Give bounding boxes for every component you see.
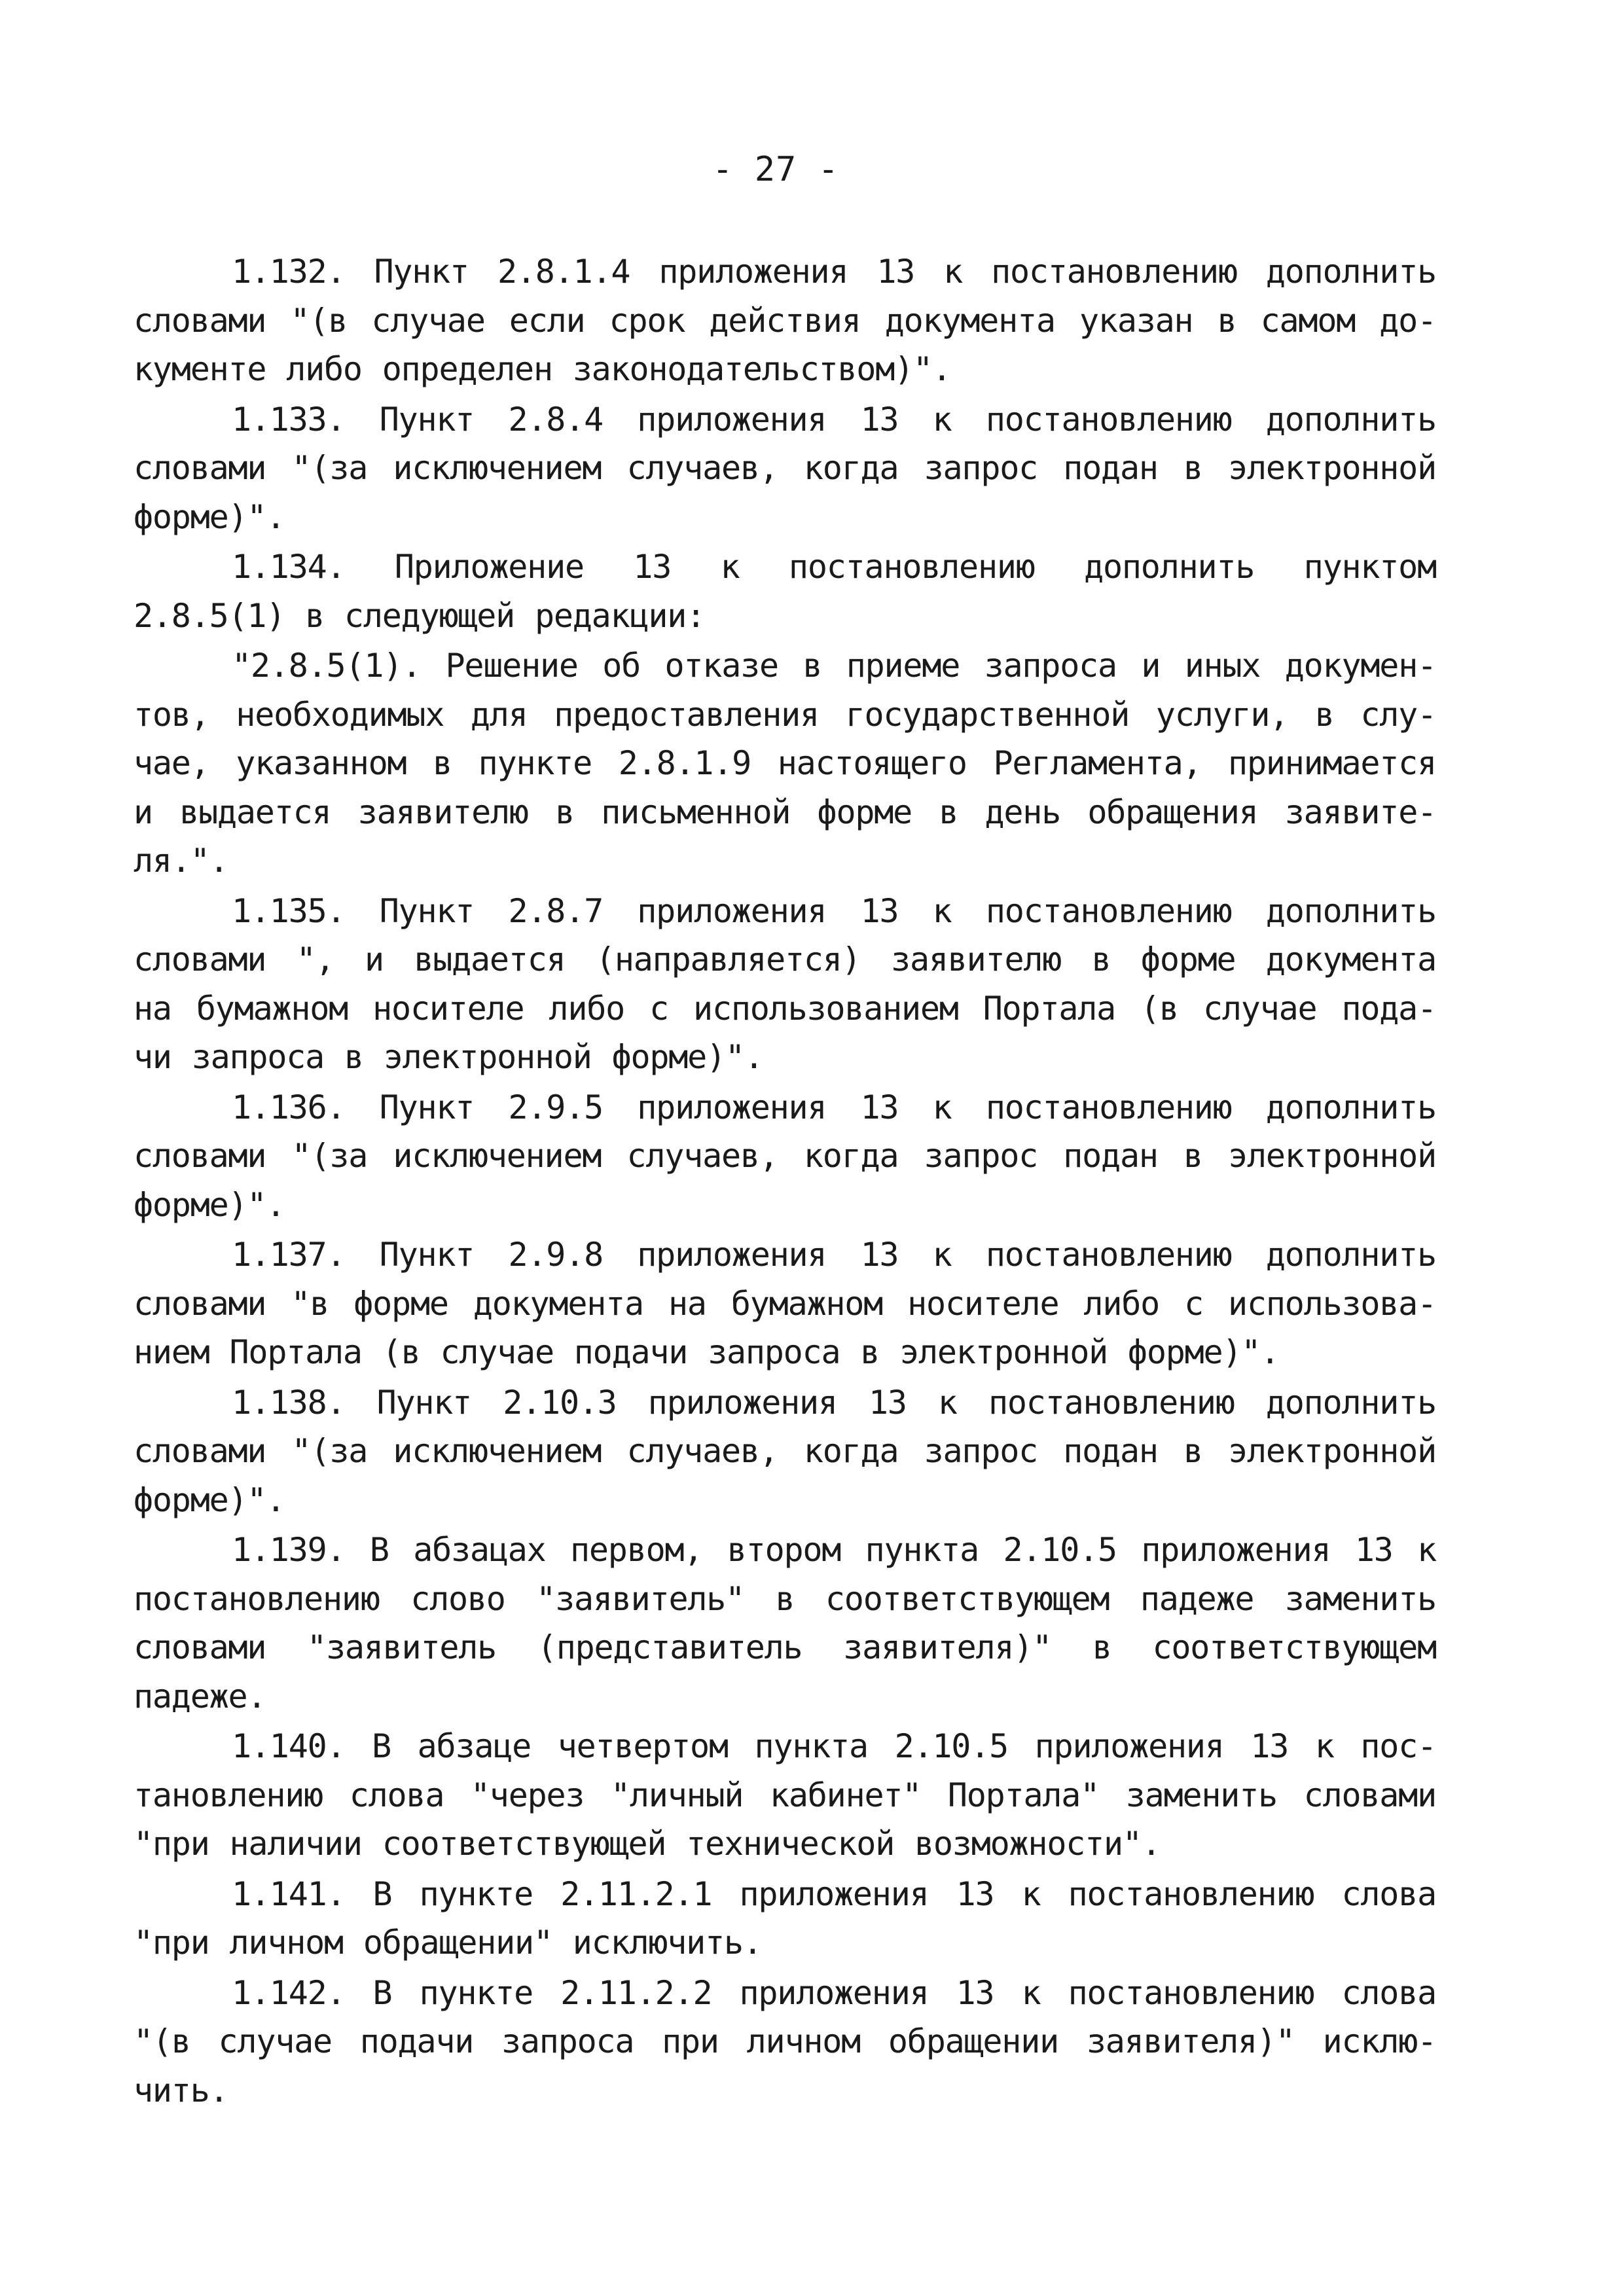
paragraph-1-142	[134, 1969, 1436, 2115]
text-line: падеже.	[134, 1677, 266, 1715]
text-line: 1.134. Приложение 13 к постановлению дополнить пунктом	[232, 548, 1436, 586]
text-line: чить.	[134, 2071, 228, 2109]
text-line: "при личном обращении" исключить.	[134, 1924, 762, 1962]
paragraph-1-139	[134, 1526, 1436, 1721]
text-line: словами "(за исключением случаев, когда запрос подан в электронной	[134, 1137, 1436, 1175]
text-line: тов, необходимых для предоставления государственной услуги, в слу-	[134, 695, 1436, 734]
document-body	[134, 247, 1436, 2116]
text-line: на бумажном носителе либо с использованием Портала (в случае пода-	[134, 989, 1436, 1028]
text-line: и выдается заявителю в письменной форме в день обращения заявите-	[134, 793, 1436, 831]
text-line: словами "(за исключением случаев, когда запрос подан в электронной	[134, 449, 1436, 487]
text-line: 1.132. Пункт 2.8.1.4 приложения 13 к постановлению дополнить	[232, 253, 1436, 291]
paragraph-1-134	[134, 543, 1436, 640]
quoted-paragraph-2-8-5-1	[134, 641, 1436, 886]
text-line: чае, указанном в пункте 2.8.1.9 настоящего Регламента, принимается	[134, 744, 1436, 782]
text-line: ля.".	[134, 842, 228, 880]
text-line: 1.141. В пункте 2.11.2.1 приложения 13 к постановлению слова	[232, 1874, 1436, 1913]
text-line: 1.140. В абзаце четвертом пункта 2.10.5 приложения 13 к пос-	[232, 1727, 1436, 1765]
text-line: 1.136. Пункт 2.9.5 приложения 13 к постановлению дополнить	[232, 1088, 1436, 1126]
text-line: 1.135. Пункт 2.8.7 приложения 13 к постановлению дополнить	[232, 891, 1436, 930]
paragraph-1-132	[134, 247, 1436, 394]
text-line: словами "в форме документа на бумажном носителе либо с использова-	[134, 1284, 1436, 1323]
text-line: чи запроса в электронной форме)".	[134, 1038, 763, 1076]
text-line: форме)".	[134, 1185, 285, 1224]
text-line: 1.133. Пункт 2.8.4 приложения 13 к постановлению дополнить	[232, 400, 1436, 439]
text-line: 1.142. В пункте 2.11.2.2 приложения 13 к постановлению слова	[232, 1973, 1436, 2012]
paragraph-1-141	[134, 1870, 1436, 1967]
text-line: "(в случае подачи запроса при личном обращении заявителя)" исклю-	[134, 2022, 1436, 2060]
text-line: словами "(в случае если срок действия документа указан в самом до-	[134, 301, 1436, 340]
text-line: форме)".	[134, 1480, 285, 1519]
text-line: тановлению слова "через "личный кабинет" Портала" заменить словами	[134, 1776, 1436, 1814]
page-number: - 27 -	[712, 150, 839, 189]
text-line: 1.139. В абзацах первом, втором пункта 2.10.5 приложения 13 к	[232, 1531, 1436, 1569]
paragraph-1-137	[134, 1230, 1436, 1377]
paragraph-1-133	[134, 395, 1436, 542]
text-line: 1.138. Пункт 2.10.3 приложения 13 к постановлению дополнить	[232, 1383, 1436, 1422]
text-line: словами "(за исключением случаев, когда запрос подан в электронной	[134, 1432, 1436, 1470]
text-line: "2.8.5(1). Решение об отказе в приеме запроса и иных докумен-	[232, 647, 1436, 685]
text-line: "при наличии соответствующей технической возможности".	[134, 1825, 1161, 1863]
paragraph-1-135	[134, 887, 1436, 1082]
text-line: кументе либо определен законодательством)".	[134, 350, 951, 388]
text-line: словами "заявитель (представитель заявителя)" в соответствующем	[134, 1628, 1436, 1666]
text-line: постановлению слово "заявитель" в соответствующем падеже заменить	[134, 1579, 1436, 1618]
text-line: нием Портала (в случае подачи запроса в электронной форме)".	[134, 1333, 1280, 1371]
paragraph-1-140	[134, 1722, 1436, 1869]
text-line: 2.8.5(1) в следующей редакции:	[134, 596, 706, 635]
text-line: словами ", и выдается (направляется) заявителю в форме документа	[134, 941, 1436, 978]
text-line: 1.137. Пункт 2.9.8 приложения 13 к постановлению дополнить	[232, 1236, 1436, 1274]
text-line: форме)".	[134, 497, 285, 536]
paragraph-1-138	[134, 1378, 1436, 1525]
paragraph-1-136	[134, 1083, 1436, 1230]
